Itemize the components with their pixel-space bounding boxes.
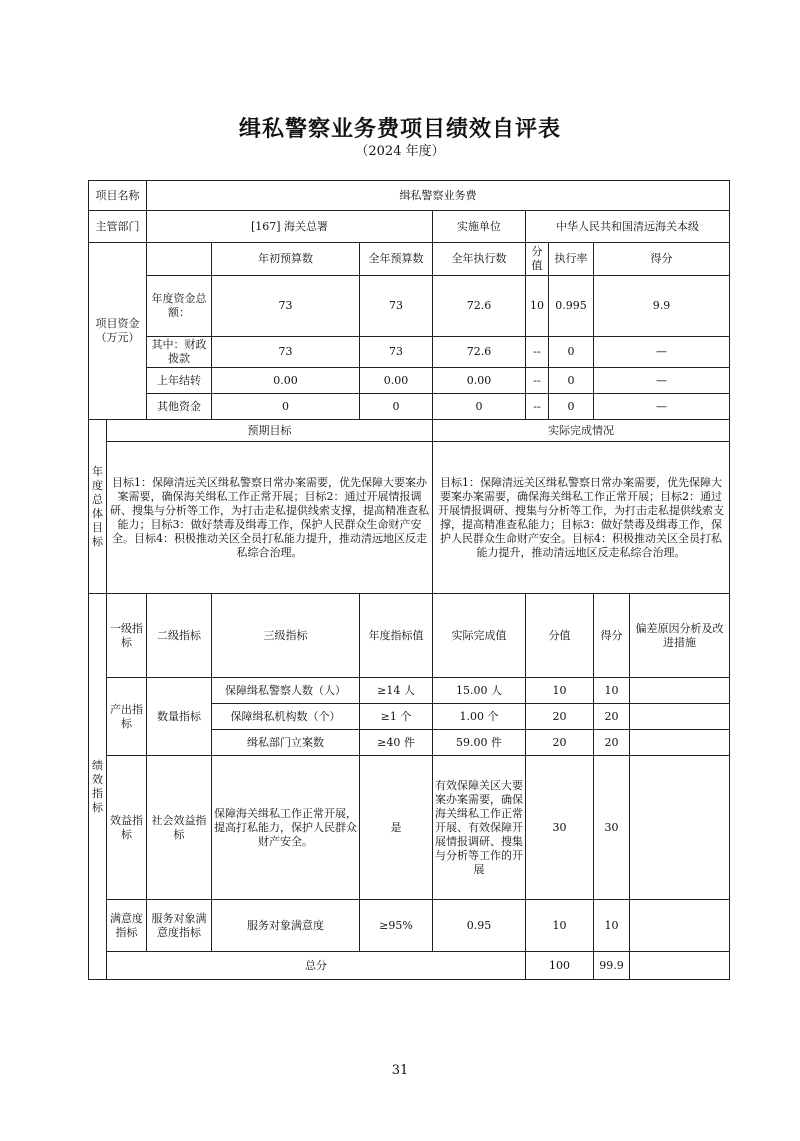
- project-name-value: 缉私警察业务费: [147, 181, 730, 211]
- indicator-actual: 59.00 件: [433, 730, 526, 756]
- funds-cell: 73: [360, 337, 433, 368]
- funds-cell: 9.9: [594, 276, 730, 337]
- dept-label: 主管部门: [89, 211, 147, 243]
- funds-row: [89, 368, 730, 394]
- project-name-label: 项目名称: [89, 181, 147, 211]
- benefit-level1: 效益指标: [107, 756, 147, 900]
- funds-cell: 73: [212, 276, 360, 337]
- funds-header: 年初预算数: [212, 243, 360, 276]
- funds-row-label: 其他资金: [147, 394, 212, 420]
- impl-value: 中华人民共和国清远海关本级: [526, 211, 730, 243]
- funds-cell: 72.6: [433, 337, 526, 368]
- indicator-score: 20: [594, 730, 630, 756]
- expected-goals-text: 目标1：保障清远关区缉私警察日常办案需要，优先保障大要案办案需要，确保海关缉私工作正常开展；目标2：通过开展情报调研、搜集与分析等工作，为打击走私提供线索支撑，提高精准查私能力；目标3：做好禁毒及缉毒工作，保护人民群众生命财产安全。目标4：积极推动关区全员打私能力提升，推动清远地区反走私综合治理。: [107, 442, 433, 594]
- total-label: 总分: [107, 952, 526, 980]
- indicator-actual: 15.00 人: [433, 678, 526, 704]
- indicator-score-value: 20: [526, 730, 594, 756]
- funds-header: 分值: [526, 243, 549, 276]
- funds-cell: --: [526, 337, 549, 368]
- project-dept-row: [89, 211, 730, 243]
- funds-cell: 0: [549, 368, 594, 394]
- goals-header-row: [89, 420, 730, 442]
- funds-cell: 0: [549, 337, 594, 368]
- funds-header: 执行率: [549, 243, 594, 276]
- indicator-name: 保障缉私警察人数（人）: [212, 678, 360, 704]
- indicator-deviation: [630, 730, 730, 756]
- funds-cell: 0: [433, 394, 526, 420]
- indicator-score-value: 10: [526, 678, 594, 704]
- indicator-deviation: [630, 756, 730, 900]
- impl-label: 实施单位: [433, 211, 526, 243]
- indicator-header: 二级指标: [147, 594, 212, 678]
- indicator-target: 是: [360, 756, 433, 900]
- indicator-row: [89, 900, 730, 952]
- indicator-score: 10: [594, 678, 630, 704]
- page-number: 31: [391, 1063, 409, 1078]
- page-title: 缉私警察业务费项目绩效自评表: [238, 116, 561, 142]
- funds-cell: 73: [212, 337, 360, 368]
- funds-header: 全年执行数: [433, 243, 526, 276]
- indicator-actual: 0.95: [433, 900, 526, 952]
- indicator-header: 一级指标: [107, 594, 147, 678]
- funds-cell: 0: [212, 394, 360, 420]
- funds-section-label: 项目资金（万元）: [89, 243, 147, 420]
- indicator-deviation: [630, 704, 730, 730]
- funds-cell: 10: [526, 276, 549, 337]
- funds-cell: --: [526, 394, 549, 420]
- funds-header: 得分: [594, 243, 730, 276]
- output-level1: 产出指标: [107, 678, 147, 756]
- total-deviation: [630, 952, 730, 980]
- actual-goals-label: 实际完成情况: [433, 420, 730, 442]
- indicator-header: 分值: [526, 594, 594, 678]
- funds-row-label: 年度资金总额：: [147, 276, 212, 337]
- funds-row: [89, 337, 730, 368]
- total-score: 99.9: [594, 952, 630, 980]
- indicator-actual: 有效保障关区大要案办案需要，确保海关缉私工作正常开展、有效保障开展情报调研、搜集与分析等工作的开展: [433, 756, 526, 900]
- funds-cell: --: [526, 368, 549, 394]
- indicator-actual: 1.00 个: [433, 704, 526, 730]
- indicator-score: 20: [594, 704, 630, 730]
- evaluation-table: [88, 180, 730, 980]
- dept-value: [167] 海关总署: [147, 211, 433, 243]
- indicator-row: [89, 756, 730, 900]
- indicator-header-row: [89, 594, 730, 678]
- indicators-section-label: 绩效指标: [89, 594, 107, 980]
- funds-row: [89, 394, 730, 420]
- indicator-score: 10: [594, 900, 630, 952]
- funds-header-row: [89, 243, 730, 276]
- funds-row-label: 上年结转: [147, 368, 212, 394]
- indicator-header: 实际完成值: [433, 594, 526, 678]
- indicator-header: 年度指标值: [360, 594, 433, 678]
- indicator-header: 偏差原因分析及改进措施: [630, 594, 730, 678]
- funds-row-label: 其中：财政拨款: [147, 337, 212, 368]
- funds-cell: 0: [360, 394, 433, 420]
- total-score-value: 100: [526, 952, 594, 980]
- satisfaction-level2: 服务对象满意度指标: [147, 900, 212, 952]
- funds-cell: 0.00: [433, 368, 526, 394]
- funds-cell: 73: [360, 276, 433, 337]
- funds-header: 全年预算数: [360, 243, 433, 276]
- project-name-row: [89, 181, 730, 211]
- indicator-header: 得分: [594, 594, 630, 678]
- indicator-score: 30: [594, 756, 630, 900]
- total-row: [89, 952, 730, 980]
- indicator-header: 三级指标: [212, 594, 360, 678]
- indicator-deviation: [630, 900, 730, 952]
- funds-cell: —: [594, 394, 730, 420]
- indicator-target: ≥14 人: [360, 678, 433, 704]
- indicator-deviation: [630, 678, 730, 704]
- expected-goals-label: 预期目标: [107, 420, 433, 442]
- funds-cell: 0.00: [212, 368, 360, 394]
- funds-cell: —: [594, 337, 730, 368]
- page-subtitle: （2024 年度）: [355, 144, 445, 159]
- indicator-name: 缉私部门立案数: [212, 730, 360, 756]
- output-level2: 数量指标: [147, 678, 212, 756]
- funds-cell: 0.995: [549, 276, 594, 337]
- satisfaction-level1: 满意度指标: [107, 900, 147, 952]
- indicator-target: ≥1 个: [360, 704, 433, 730]
- benefit-level2: 社会效益指标: [147, 756, 212, 900]
- funds-cell: —: [594, 368, 730, 394]
- indicator-score-value: 20: [526, 704, 594, 730]
- indicator-name: 保障海关缉私工作正常开展，提高打私能力，保护人民群众财产安全。: [212, 756, 360, 900]
- funds-cell: 72.6: [433, 276, 526, 337]
- indicator-target: ≥40 件: [360, 730, 433, 756]
- indicator-target: ≥95%: [360, 900, 433, 952]
- goals-section-label: 年度总体目标: [89, 420, 107, 594]
- funds-row: [89, 276, 730, 337]
- indicator-score-value: 10: [526, 900, 594, 952]
- actual-goals-text: 目标1：保障清远关区缉私警察日常办案需要，优先保障大要案办案需要，确保海关缉私工作正常开展；目标2：通过开展情报调研、搜集与分析等工作，为打击走私提供线索支撑，提高精准查私能力；目标3：做好禁毒及缉毒工作，保护人民群众生命财产安全。目标4：积极推动关区全员打私能力提升，推动清远地区反走私综合治理。: [433, 442, 730, 594]
- goals-content-row: [89, 442, 730, 594]
- funds-header-blank: [147, 243, 212, 276]
- indicator-name: 服务对象满意度: [212, 900, 360, 952]
- indicator-score-value: 30: [526, 756, 594, 900]
- funds-cell: 0.00: [360, 368, 433, 394]
- indicator-name: 保障缉私机构数（个）: [212, 704, 360, 730]
- funds-cell: 0: [549, 394, 594, 420]
- indicator-row: [89, 678, 730, 704]
